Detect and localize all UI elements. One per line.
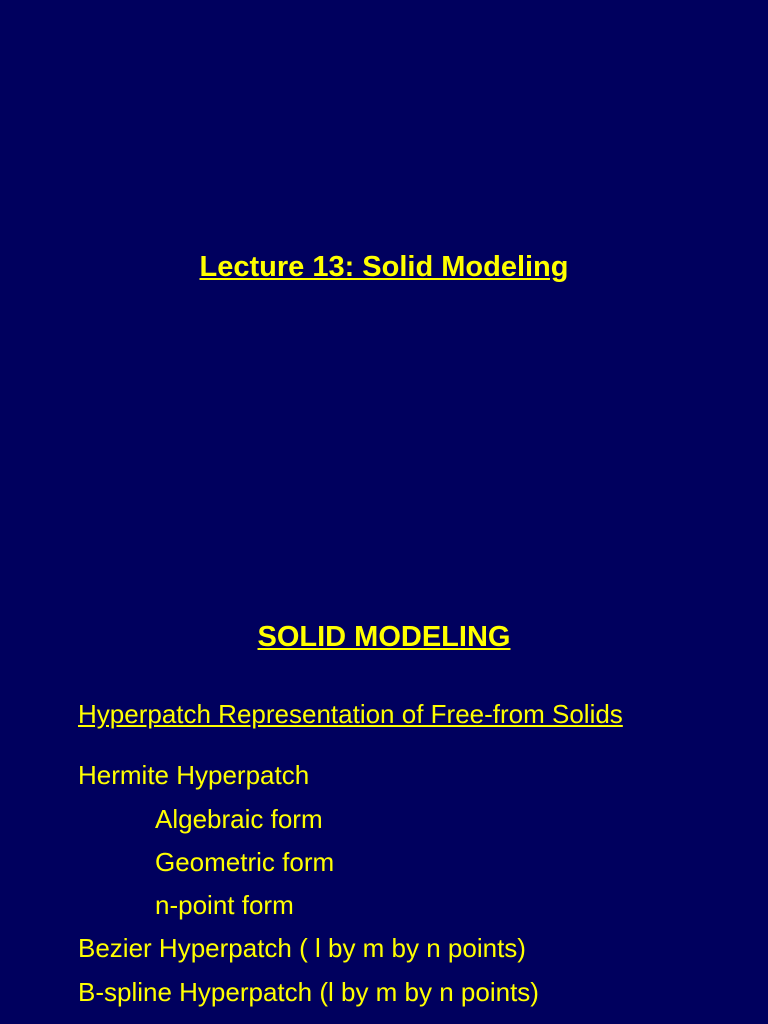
list-item-hermite-hyperpatch: Hermite Hyperpatch — [78, 760, 310, 790]
subheading: Hyperpatch Representation of Free-from Solids — [78, 699, 623, 729]
list-item-b-spline-hyperpatch: B-spline Hyperpatch (l by m by n points) — [78, 977, 539, 1007]
list-item-geometric-form: Geometric form — [155, 847, 335, 877]
section-title: SOLID MODELING — [257, 621, 511, 653]
list-item-bezier-hyperpatch: Bezier Hyperpatch ( l by m by n points) — [78, 933, 526, 963]
lecture-title: Lecture 13: Solid Modeling — [199, 251, 569, 283]
list-item-n-point-form: n-point form — [155, 890, 294, 920]
list-item-algebraic-form: Algebraic form — [155, 804, 323, 834]
